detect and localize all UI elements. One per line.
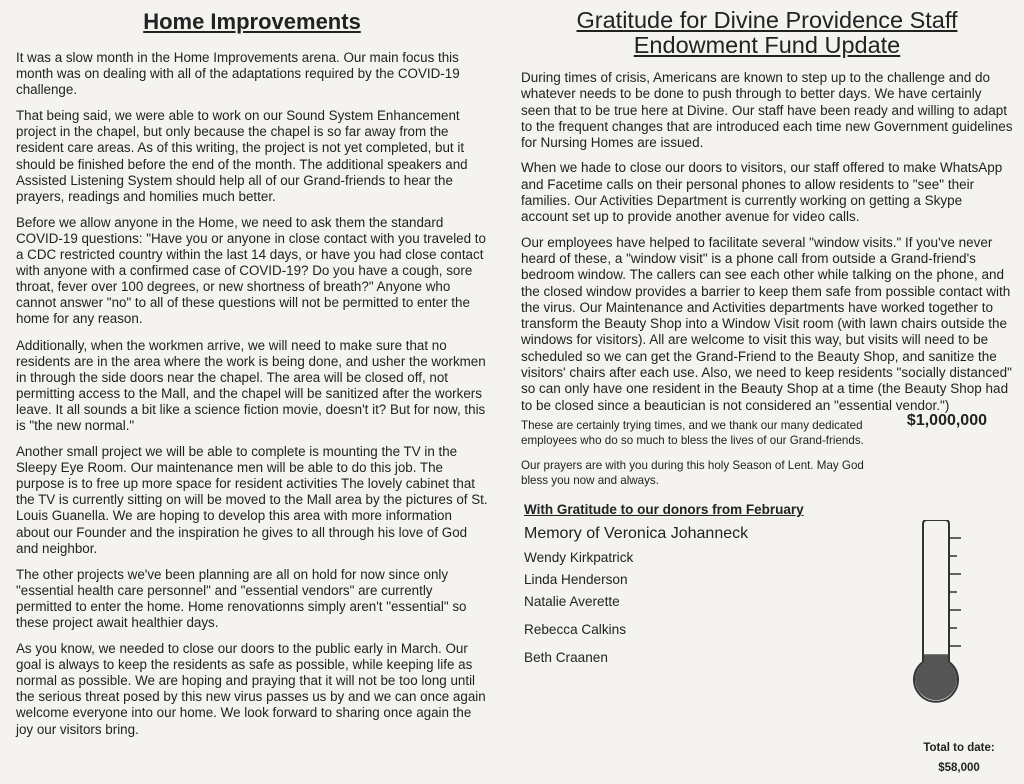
closing-section xyxy=(521,411,1013,488)
endowment-title-line2: Endowment Fund Update xyxy=(633,32,901,58)
home-improvements-title: Home Improvements xyxy=(143,9,361,34)
right-paragraph: When we hade to close our doors to visitors, our staff offered to make WhatsApp and Facetime calls on their personal phones to allow residents to "see" their families. Our Activities Department is currently working on getting a Skype account set up to provide another avenue for video calls. xyxy=(521,160,1003,225)
donor-name: Natalie Averette xyxy=(524,593,620,609)
closing-thanks: These are certainly trying times, and we thank our many dedicated employees who do so much to bless the lives of our Grand-friends. xyxy=(521,418,864,447)
left-paragraph: Before we allow anyone in the Home, we need to ask them the standard COVID-19 questions: "Have you or anyone in close contact with you traveled to a CDC restricted country within the last 14 days, or have you had close contact with anyone with a confirmed case of COVID-19? Do you have a cough, sore throat, fever over 100 degrees, or new shortness of breath?" Anyone who cannot answer "no" to all of these questions will not be permitted to enter the home for any reason. xyxy=(16,214,486,327)
right-paragraph: Our employees have helped to facilitate several "window visits." If you've never heard of these, a "window visit" is a phone call from outside a Grand-friend's bedroom window. The callers can see each other while talking on the phone, and the closed window provides a barrier to keep them safe from possible contact with the virus. Our Maintenance and Activities departments have worked together to transform the Beauty Shop into a Window Visit room (with lawn chairs outside the windows for visitors). All are welcome to visit this way, but visits will need to be scheduled so we can get the Grand-Friend to the Beauty Shop, and sanitize the visitors' chairs after each use. Also, we need to keep residents "socially distanced" so can only have one resident in the Beauty Shop at a time (the Beauty Shop had to be closed since a beautician is not considered an "essential vendor.") xyxy=(521,234,1012,413)
goal-amount: $1,000,000 xyxy=(906,411,987,429)
endowment-title-line1: Gratitude for Divine Providence Staff xyxy=(576,7,958,33)
left-paragraph: That being said, we were able to work on our Sound System Enhancement project in the chapel, but only because the chapel is so far away from the resident care areas. As of this writing, the project is not yet completed, but it should be finished before the end of the month. The additional speakers and Assisted Listening System should help all of our Grand-friends to hear the prayers, readings and homilies much better. xyxy=(16,108,468,204)
total-value: $58,000 xyxy=(938,762,980,774)
home-improvements-column xyxy=(16,8,488,748)
memorial-donor: Memory of Veronica Johanneck xyxy=(524,524,749,542)
closing-blessing: Our prayers are with you during this holy Season of Lent. May God bless you now and always. xyxy=(521,458,864,487)
donor-name: Linda Henderson xyxy=(524,571,628,587)
donor-heading: With Gratitude to our donors from February xyxy=(524,501,804,517)
donor-name: Beth Craanen xyxy=(524,649,608,665)
right-paragraph: During times of crisis, Americans are known to step up to the challenge and do whatever needs to be done to push through to better days. We have certainly seen that to be true here at Divine. Our staff have been ready and willing to adapt to the frequent changes that are introduced each time new Government guidelines for Nursing Homes are issued. xyxy=(521,70,1013,151)
fundraising-thermometer xyxy=(911,520,971,710)
left-paragraph: The other projects we've been planning are all on hold for now since only "essential health care personnel" and "essential vendors" are currently permitted to enter the home. Home renovationns simply aren't "essential" so these project await healthier days. xyxy=(16,566,467,630)
left-paragraph: It was a slow month in the Home Improvements arena. Our main focus this month was on dealing with all of the adaptations required by the COVID-19 challenge. xyxy=(16,50,460,98)
endowment-title xyxy=(521,8,1013,58)
thermometer-ticks xyxy=(949,538,961,646)
thermometer-fill xyxy=(915,654,957,700)
left-paragraph: As you know, we needed to close our doors to the public early in March. Our goal is always to keep the residents as safe as possible, while keeping life as normal as possible. We are hoping and praying that it will not be too long until the serious threat posed by this new virus passes us by and we can once again welcome everyone into our home. We look forward to sharing once again the joy our visitors bring. xyxy=(16,641,486,737)
donor-name: Rebecca Calkins xyxy=(524,621,626,637)
total-label: Total to date: xyxy=(923,742,995,754)
donor-name: Wendy Kirkpatrick xyxy=(524,549,634,565)
left-paragraph: Another small project we will be able to complete is mounting the TV in the Sleepy Eye Room. Our maintenance men will be able to do this job. The purpose is to free up more space for resident activities The lovely cabinet that the TV is currently sitting on will be moved to the Mall area by the pictures of St. Louis Guanella. We are hoping to develop this area with more information about our Founder and the inspiration he gives to all through his love of God and neighbor. xyxy=(16,444,488,556)
left-paragraph: Additionally, when the workmen arrive, we will need to make sure that no residents are in the area where the work is being done, and usher the workmen in through the side doors near the chapel. The area will be closed off, not permitting access to the Mall, and the chapel will be sanitized after the workers leave. It all sounds a bit like a science fiction movie, doesn't it? But for now, this is "the new normal." xyxy=(16,337,486,433)
